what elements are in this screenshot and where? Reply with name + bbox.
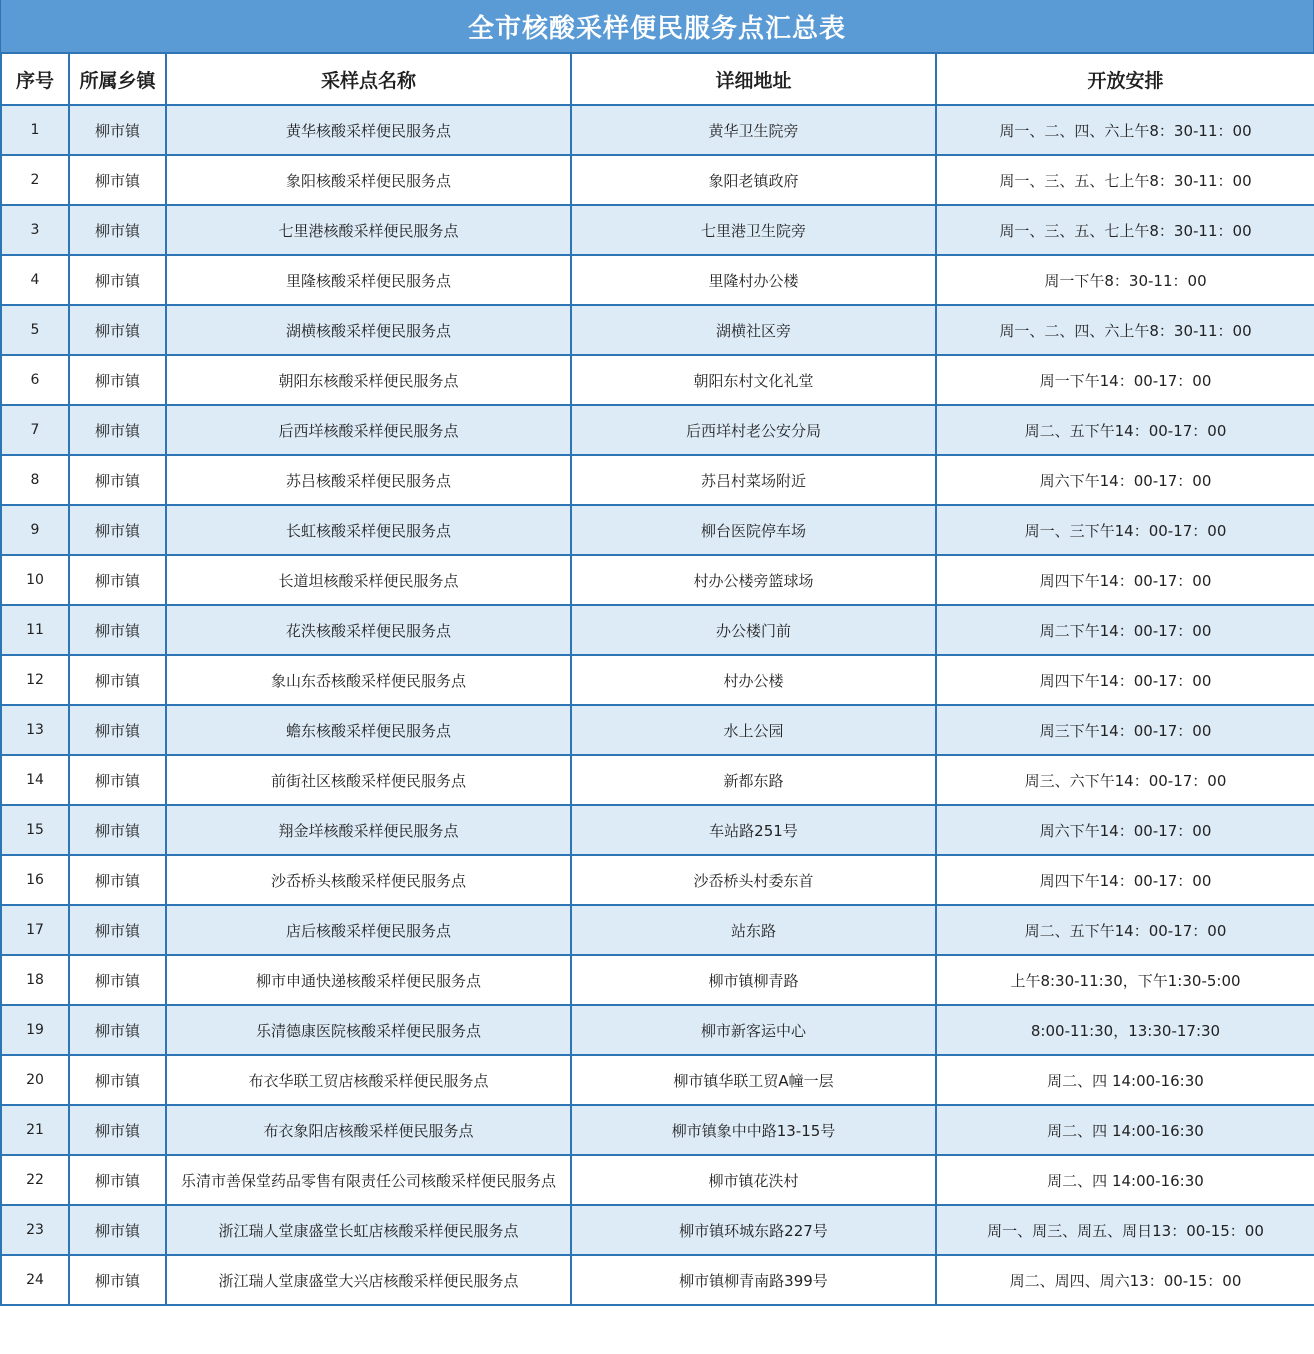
table-title: 全市核酸采样便民服务点汇总表 (0, 0, 1314, 52)
cell-address: 柳市镇环城东路227号 (571, 1205, 936, 1255)
table-row (1, 505, 1314, 555)
cell-town: 柳市镇 (69, 505, 166, 555)
cell-no: 9 (1, 505, 69, 555)
header-address: 详细地址 (571, 53, 936, 105)
cell-address: 柳市镇花泆村 (571, 1155, 936, 1205)
cell-no: 1 (1, 105, 69, 155)
cell-schedule: 周二、四 14:00-16:30 (936, 1055, 1314, 1105)
cell-name: 乐清德康医院核酸采样便民服务点 (166, 1005, 571, 1055)
cell-no: 15 (1, 805, 69, 855)
sampling-points-table (0, 52, 1314, 1306)
cell-name: 象阳核酸采样便民服务点 (166, 155, 571, 205)
cell-name: 浙江瑞人堂康盛堂长虹店核酸采样便民服务点 (166, 1205, 571, 1255)
cell-address: 柳市镇柳青南路399号 (571, 1255, 936, 1305)
cell-address: 柳市镇象中中路13-15号 (571, 1105, 936, 1155)
cell-name: 黄华核酸采样便民服务点 (166, 105, 571, 155)
cell-address: 办公楼门前 (571, 605, 936, 655)
cell-name: 布衣华联工贸店核酸采样便民服务点 (166, 1055, 571, 1105)
table-row (1, 1205, 1314, 1255)
cell-schedule: 周一、三、五、七上午8：30-11：00 (936, 205, 1314, 255)
table-row (1, 155, 1314, 205)
header-town: 所属乡镇 (69, 53, 166, 105)
cell-no: 8 (1, 455, 69, 505)
cell-town: 柳市镇 (69, 155, 166, 205)
table-row (1, 305, 1314, 355)
cell-schedule: 周三、六下午14：00-17：00 (936, 755, 1314, 805)
cell-no: 18 (1, 955, 69, 1005)
table-row (1, 1005, 1314, 1055)
cell-address: 朝阳东村文化礼堂 (571, 355, 936, 405)
table-row (1, 955, 1314, 1005)
cell-name: 蟾东核酸采样便民服务点 (166, 705, 571, 755)
cell-address: 水上公园 (571, 705, 936, 755)
cell-address: 湖横社区旁 (571, 305, 936, 355)
cell-no: 22 (1, 1155, 69, 1205)
cell-town: 柳市镇 (69, 1205, 166, 1255)
cell-no: 6 (1, 355, 69, 405)
cell-schedule: 周一、三下午14：00-17：00 (936, 505, 1314, 555)
cell-name: 湖横核酸采样便民服务点 (166, 305, 571, 355)
table-row (1, 655, 1314, 705)
cell-no: 23 (1, 1205, 69, 1255)
table-row (1, 1105, 1314, 1155)
cell-schedule: 周四下午14：00-17：00 (936, 555, 1314, 605)
cell-no: 7 (1, 405, 69, 455)
cell-schedule: 周一、二、四、六上午8：30-11：00 (936, 105, 1314, 155)
cell-address: 村办公楼旁篮球场 (571, 555, 936, 605)
cell-address: 车站路251号 (571, 805, 936, 855)
cell-no: 2 (1, 155, 69, 205)
cell-town: 柳市镇 (69, 605, 166, 655)
cell-schedule: 周二、五下午14：00-17：00 (936, 905, 1314, 955)
cell-address: 象阳老镇政府 (571, 155, 936, 205)
cell-no: 4 (1, 255, 69, 305)
table-row (1, 455, 1314, 505)
cell-no: 17 (1, 905, 69, 955)
cell-schedule: 周二、四 14:00-16:30 (936, 1155, 1314, 1205)
cell-name: 沙岙桥头核酸采样便民服务点 (166, 855, 571, 905)
header-no: 序号 (1, 53, 69, 105)
table-row (1, 205, 1314, 255)
cell-schedule: 周二、周四、周六13：00-15：00 (936, 1255, 1314, 1305)
cell-address: 新都东路 (571, 755, 936, 805)
cell-address: 沙岙桥头村委东首 (571, 855, 936, 905)
cell-address: 里隆村办公楼 (571, 255, 936, 305)
table-row (1, 555, 1314, 605)
cell-town: 柳市镇 (69, 1155, 166, 1205)
cell-no: 5 (1, 305, 69, 355)
table-row (1, 1255, 1314, 1305)
cell-name: 七里港核酸采样便民服务点 (166, 205, 571, 255)
table-row (1, 1055, 1314, 1105)
cell-name: 苏吕核酸采样便民服务点 (166, 455, 571, 505)
cell-town: 柳市镇 (69, 255, 166, 305)
cell-address: 村办公楼 (571, 655, 936, 705)
cell-address: 站东路 (571, 905, 936, 955)
cell-no: 12 (1, 655, 69, 705)
header-row (1, 53, 1314, 105)
cell-schedule: 上午8:30-11:30，下午1:30-5:00 (936, 955, 1314, 1005)
cell-schedule: 8:00-11:30，13:30-17:30 (936, 1005, 1314, 1055)
cell-address: 柳市镇华联工贸A幢一层 (571, 1055, 936, 1105)
table-row (1, 855, 1314, 905)
cell-no: 13 (1, 705, 69, 755)
cell-name: 店后核酸采样便民服务点 (166, 905, 571, 955)
cell-town: 柳市镇 (69, 355, 166, 405)
cell-address: 七里港卫生院旁 (571, 205, 936, 255)
cell-no: 16 (1, 855, 69, 905)
cell-town: 柳市镇 (69, 905, 166, 955)
cell-schedule: 周三下午14：00-17：00 (936, 705, 1314, 755)
cell-schedule: 周四下午14：00-17：00 (936, 855, 1314, 905)
cell-town: 柳市镇 (69, 105, 166, 155)
cell-address: 后西垟村老公安分局 (571, 405, 936, 455)
cell-town: 柳市镇 (69, 955, 166, 1005)
cell-name: 柳市申通快递核酸采样便民服务点 (166, 955, 571, 1005)
cell-no: 24 (1, 1255, 69, 1305)
cell-schedule: 周一、三、五、七上午8：30-11：00 (936, 155, 1314, 205)
cell-schedule: 周四下午14：00-17：00 (936, 655, 1314, 705)
cell-schedule: 周二下午14：00-17：00 (936, 605, 1314, 655)
table-row (1, 1155, 1314, 1205)
cell-schedule: 周一下午14：00-17：00 (936, 355, 1314, 405)
cell-town: 柳市镇 (69, 805, 166, 855)
cell-address: 苏吕村菜场附近 (571, 455, 936, 505)
cell-name: 后西垟核酸采样便民服务点 (166, 405, 571, 455)
cell-no: 14 (1, 755, 69, 805)
cell-name: 前街社区核酸采样便民服务点 (166, 755, 571, 805)
cell-address: 黄华卫生院旁 (571, 105, 936, 155)
table-row (1, 905, 1314, 955)
cell-name: 浙江瑞人堂康盛堂大兴店核酸采样便民服务点 (166, 1255, 571, 1305)
cell-town: 柳市镇 (69, 1255, 166, 1305)
header-schedule: 开放安排 (936, 53, 1314, 105)
cell-name: 象山东岙核酸采样便民服务点 (166, 655, 571, 705)
cell-address: 柳市镇柳青路 (571, 955, 936, 1005)
cell-no: 21 (1, 1105, 69, 1155)
cell-town: 柳市镇 (69, 1055, 166, 1105)
cell-name: 里隆核酸采样便民服务点 (166, 255, 571, 305)
cell-address: 柳台医院停车场 (571, 505, 936, 555)
cell-name: 布衣象阳店核酸采样便民服务点 (166, 1105, 571, 1155)
cell-schedule: 周一、二、四、六上午8：30-11：00 (936, 305, 1314, 355)
header-name: 采样点名称 (166, 53, 571, 105)
table-row (1, 605, 1314, 655)
cell-no: 19 (1, 1005, 69, 1055)
table-row (1, 255, 1314, 305)
cell-name: 花泆核酸采样便民服务点 (166, 605, 571, 655)
cell-schedule: 周二、四 14:00-16:30 (936, 1105, 1314, 1155)
cell-name: 翔金垟核酸采样便民服务点 (166, 805, 571, 855)
table-row (1, 805, 1314, 855)
cell-town: 柳市镇 (69, 555, 166, 605)
cell-no: 10 (1, 555, 69, 605)
table-row (1, 405, 1314, 455)
cell-town: 柳市镇 (69, 205, 166, 255)
cell-schedule: 周六下午14：00-17：00 (936, 805, 1314, 855)
cell-address: 柳市新客运中心 (571, 1005, 936, 1055)
cell-town: 柳市镇 (69, 405, 166, 455)
cell-name: 长虹核酸采样便民服务点 (166, 505, 571, 555)
cell-schedule: 周六下午14：00-17：00 (936, 455, 1314, 505)
table-row (1, 755, 1314, 805)
cell-schedule: 周二、五下午14：00-17：00 (936, 405, 1314, 455)
cell-no: 20 (1, 1055, 69, 1105)
cell-name: 长道坦核酸采样便民服务点 (166, 555, 571, 605)
cell-town: 柳市镇 (69, 305, 166, 355)
table-body (1, 105, 1314, 1305)
cell-name: 朝阳东核酸采样便民服务点 (166, 355, 571, 405)
cell-town: 柳市镇 (69, 855, 166, 905)
table-row (1, 705, 1314, 755)
cell-name: 乐清市善保堂药品零售有限责任公司核酸采样便民服务点 (166, 1155, 571, 1205)
cell-schedule: 周一、周三、周五、周日13：00-15：00 (936, 1205, 1314, 1255)
table-row (1, 355, 1314, 405)
cell-town: 柳市镇 (69, 1005, 166, 1055)
cell-town: 柳市镇 (69, 455, 166, 505)
cell-town: 柳市镇 (69, 655, 166, 705)
cell-town: 柳市镇 (69, 1105, 166, 1155)
cell-no: 3 (1, 205, 69, 255)
table-row (1, 105, 1314, 155)
cell-town: 柳市镇 (69, 755, 166, 805)
cell-town: 柳市镇 (69, 705, 166, 755)
cell-no: 11 (1, 605, 69, 655)
cell-schedule: 周一下午8：30-11：00 (936, 255, 1314, 305)
